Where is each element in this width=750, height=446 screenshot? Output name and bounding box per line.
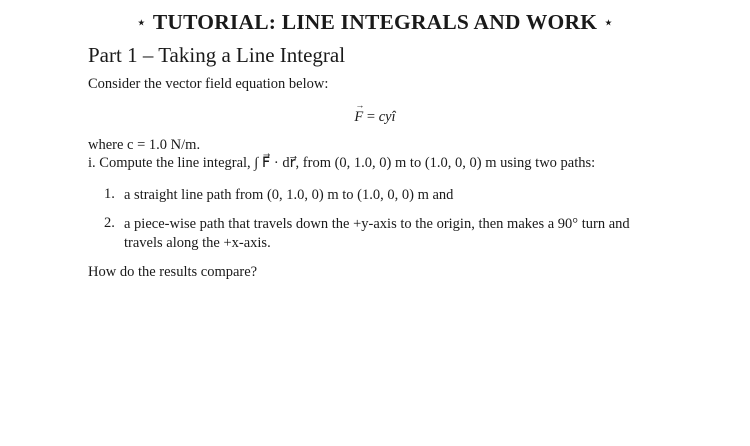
list-item-number: 1. [104,186,115,202]
part-heading: Part 1 – Taking a Line Integral [88,43,346,67]
document-title [0,10,750,35]
equation-rhs: cyî [378,109,396,125]
title-text: TUTORIAL: LINE INTEGRALS AND WORK [152,10,598,34]
list-item [104,215,674,253]
vector-field-equation [0,109,750,126]
list-item-text: a piece-wise path that travels down the +y-axis to the origin, then makes a 90° turn and travels along the +x-axis. [124,216,630,251]
question-i: i. Compute the line integral, ∫ F⃗ · dr⃗, from (0, 1.0, 0) m to (1.0, 0, 0) m using two paths: [88,155,596,171]
star-left-icon: ⋆ [136,13,147,32]
equation-equals: = [363,109,379,125]
list-item-text: a straight line path from (0, 1.0, 0) m to (1.0, 0, 0) m and [124,187,454,203]
constant-definition: where c = 1.0 N/m. [88,137,201,153]
list-item [104,186,674,205]
intro-text: Consider the vector field equation below: [88,76,329,92]
star-right-icon: ⋆ [603,13,614,32]
list-item-number: 2. [104,215,115,231]
closing-question: How do the results compare? [88,264,258,280]
equation-lhs: F → [354,109,363,126]
